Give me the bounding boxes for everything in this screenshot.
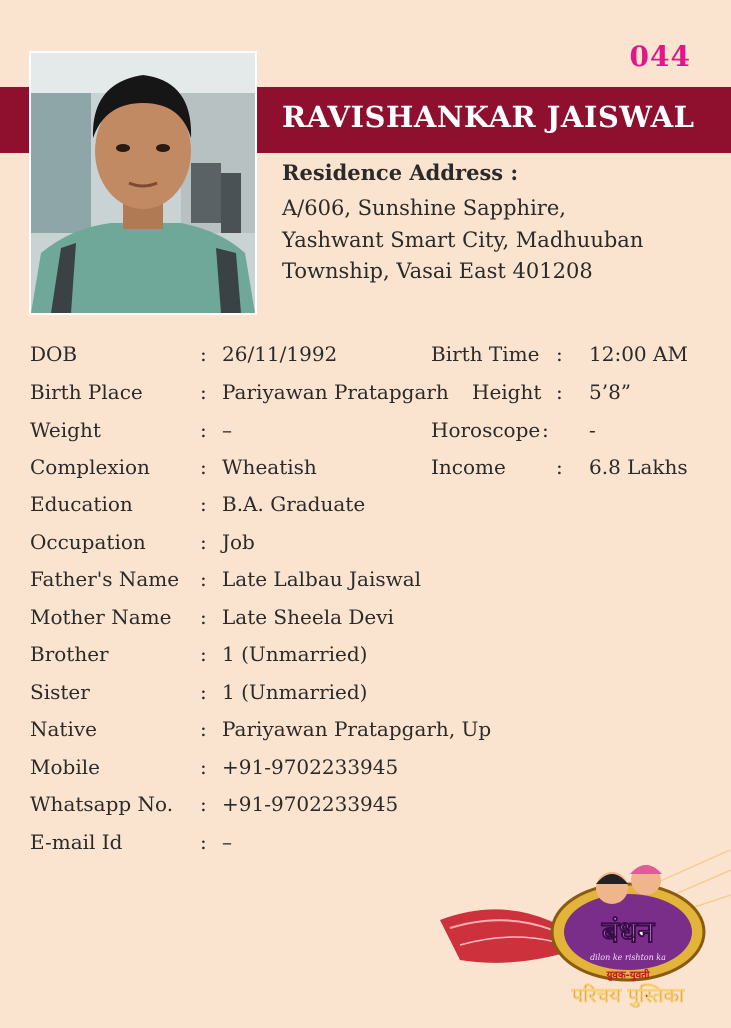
education-colon: : [200,492,207,516]
mobile-value: +91-9702233945 [222,755,399,779]
brother-label: Brother [30,642,109,666]
education-value: B.A. Graduate [222,492,366,516]
profile-photo [29,51,257,315]
father-name-label: Father's Name [30,567,180,591]
brother-value: 1 (Unmarried) [222,642,368,666]
complexion-label: Complexion [30,455,150,479]
mobile-label: Mobile [30,755,100,779]
logo-graphic [440,850,731,1024]
address-line-1: A/606, Sunshine Sapphire, [282,196,566,220]
birth-time-label: Birth Time [431,342,540,366]
occupation-colon: : [200,530,207,554]
birth-time-colon: : [556,342,563,366]
sister-colon: : [200,680,207,704]
education-label: Education [30,492,133,516]
address-line-3: Township, Vasai East 401208 [282,259,593,283]
dob-value: 26/11/1992 [222,342,338,366]
dob-colon: : [200,342,207,366]
height-value: 5’8” [589,380,632,404]
profile-number: 044 [629,40,691,73]
address-heading: Residence Address : [282,160,519,185]
sister-value: 1 (Unmarried) [222,680,368,704]
whatsapp-label: Whatsapp No. [30,792,174,816]
horoscope-colon: : [542,418,549,442]
native-value: Pariyawan Pratapgarh, Up [222,717,492,741]
birth-place-label: Birth Place [30,380,143,404]
height-colon: : [556,380,563,404]
whatsapp-value: +91-9702233945 [222,792,399,816]
birth-time-value: 12:00 AM [589,342,688,366]
occupation-value: Job [222,530,255,554]
mother-name-colon: : [200,605,207,629]
native-colon: : [200,717,207,741]
logo-title: बंधन [601,915,655,950]
occupation-label: Occupation [30,530,146,554]
income-label: Income [431,455,506,479]
logo-subtitle: युवक-युवती [606,970,650,981]
email-colon: : [200,830,207,854]
weight-value: – [222,418,232,442]
email-label: E-mail Id [30,830,123,854]
email-value: – [222,830,232,854]
dob-label: DOB [30,342,78,366]
address-line-2: Yashwant Smart City, Madhuuban [282,228,644,252]
sister-label: Sister [30,680,90,704]
father-name-value: Late Lalbau Jaiswal [222,567,422,591]
mobile-colon: : [200,755,207,779]
complexion-colon: : [200,455,207,479]
horoscope-label: Horoscope [431,418,541,442]
father-name-colon: : [200,567,207,591]
height-label: Height [472,380,542,404]
native-label: Native [30,717,97,741]
brother-colon: : [200,642,207,666]
income-value: 6.8 Lakhs [589,455,688,479]
mother-name-value: Late Sheela Devi [222,605,394,629]
weight-label: Weight [30,418,101,442]
logo-bottom-text: परिचय पुस्तिका [571,983,685,1007]
bandhan-logo [440,850,731,1024]
horoscope-value: - [589,418,596,442]
logo-tagline: dilon ke rishton ka [590,953,666,962]
whatsapp-colon: : [200,792,207,816]
candidate-name: RAVISHANKAR JAISWAL [282,100,695,134]
mother-name-label: Mother Name [30,605,172,629]
income-colon: : [556,455,563,479]
birth-place-colon: : [200,380,207,404]
portrait-illustration [31,53,255,313]
complexion-value: Wheatish [222,455,317,479]
birth-place-value: Pariyawan Pratapgarh [222,380,449,404]
weight-colon: : [200,418,207,442]
